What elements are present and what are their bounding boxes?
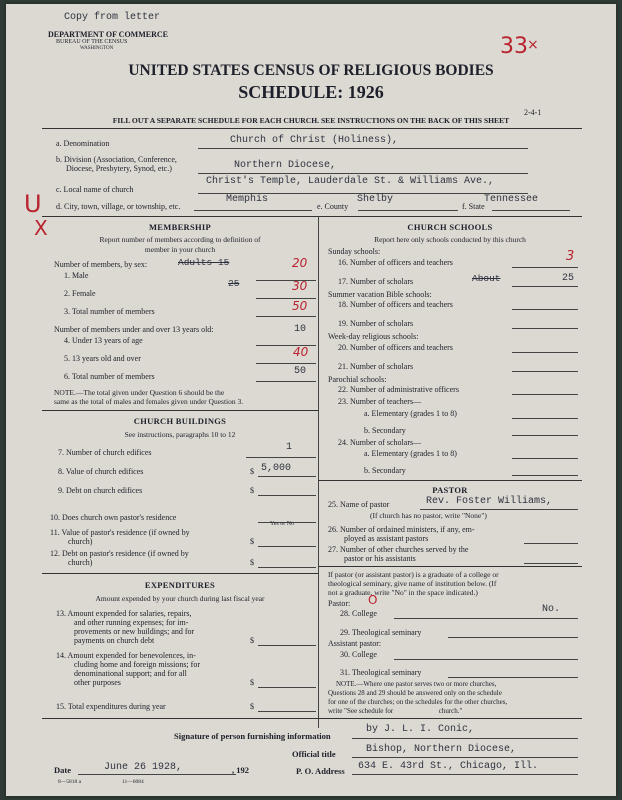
q15-label: 15. Total expenditures during year	[56, 702, 166, 711]
officers-teachers-count: 3	[566, 249, 575, 264]
expenditures-sub: Amount expended by your church during last fiscal year	[95, 594, 265, 603]
q25-label: 25. Name of pastor	[328, 500, 390, 509]
edifice-value: 5,000	[261, 463, 292, 474]
form-code: 2-4-1	[524, 108, 542, 117]
scholars-count: 25	[562, 273, 575, 284]
county-label: e. County	[317, 202, 349, 211]
q9-label: 9. Debt on church edifices	[58, 486, 143, 495]
expenditures-title: EXPENDITURES	[144, 580, 216, 590]
q28-label: 28. College	[340, 609, 377, 618]
parochial-label: Parochial schools:	[328, 375, 387, 384]
q12-label-1: 12. Debt on pastor's residence (if owned by	[50, 549, 189, 558]
print-number: 11—6084	[122, 779, 144, 785]
weekday-label: Week-day religious schools:	[328, 332, 419, 341]
pastor-check-mark: O	[368, 593, 378, 607]
q23-label: 23. Number of teachers—	[338, 397, 422, 406]
female-count: 30	[292, 279, 308, 293]
q23a-label: a. Elementary (grades 1 to 8)	[364, 409, 457, 418]
pastor-note-1: NOTE.—Where one pastor serves two or more churches,	[336, 680, 497, 688]
pastor-name: Rev. Foster Williams,	[426, 496, 553, 507]
instruction-line: FILL OUT A SEPARATE SCHEDULE FOR EACH CHURCH. SEE INSTRUCTIONS ON THE BACK OF THIS SHEET	[112, 116, 510, 125]
yes-no-hint: Yes or No	[270, 521, 295, 527]
signature-value: by J. L. I. Conic,	[366, 724, 475, 735]
year-suffix: , 192	[232, 765, 249, 775]
q13-label-2: and other running expenses; for im-	[74, 618, 189, 627]
pastor-note-2: Questions 28 and 29 should be answered only on the schedule	[328, 689, 502, 697]
membership-sub-1: Report number of members according to definition of	[99, 235, 261, 244]
q18-label: 18. Number of officers and teachers	[338, 300, 453, 309]
q31-label: 31. Theological seminary	[340, 668, 422, 677]
typed-adults: Adults 15	[178, 257, 230, 268]
q22-label: 22. Number of administrative officers	[338, 385, 459, 394]
census-schedule-page: Copy from letter DEPARTMENT OF COMMERCE BUREAU OF THE CENSUS WASHINGTON 33 × UNITED STATES CENSUS OF RELIGIOUS BODIES SCHEDULE: 1926 2-4-1 FILL OUT A SEPARATE SCHEDULE FOR EACH CHURCH. SEE INSTRUCTIONS ON THE BACK OF THIS SHEET a. Denomination Church of Christ (Holiness), b. Division (Association, Conference, Diocese, Presbytery, Synod, etc.) Northern Diocese, Christ's Temple, Lauderdale St. & Williams Ave., c. Local name of church U X Memphis Shelby Tennessee d. City, town, village, or township, etc. e. County f. State MEMBERSHIP Report number of members according to definition of member in your church Number of members, by sex: Adults 15 20 1. Male 25 30 2. Female 50 3. Total number of members Number of members under and over 13 years old: 10 4. Under 13 years of age 40 5. 13 years old and over 50 6. Total number of members NOTE.—The total given under Question 6 should be the same as the total of males and females given under Question 3. CHURCH BUILDINGS See instructions, paragraphs 10 to 12 1 7. Number of church edifices 8. Value of church edifices $ 5,000 9. Debt on church edifices $ 10. Does church own pastor's residence Yes or No 11. Value of pastor's residence (if owned by church) $ 12. Debt on pastor's residence (if owned by church) $ EXPENDITURES Amount expended by your church during last fiscal year 13. Amount expended for salaries, repairs, and other running expenses; for im- provements or new buildings; and for payments on church debt $ 14. Amount expended for benevolences, in- cluding home and foreign missions; for denominational support; and for all other purposes $ 15. Total expenditures during year $ CHURCH SCHOOLS Report here only schools conducted by this church Sunday schools: 16. Number of officers and teachers 3 17. Number of scholars About 25 Summer vacation Bible schools: 18. Number of officers and teachers 19. Number of scholars Week-day religious schools: 20. Number of officers and teachers 21. Number of scholars Parochial schools: 22. Number of administrative officers 23. Number of teachers— a. Elementary (grades 1 to 8) b. Secondary 24. Number of scholars— a. Elementary (grades 1 to 8) b. Secondary PASTOR 25. Name of pastor Rev. Foster Williams, (If church has no pastor, write "None") 26. Number of ordained ministers, if any, em- ployed as assistant pastors 27. Number of other churches served by the pastor or his assistants If pastor (or assistant pastor) is a graduate of a college or theological seminary, give name of institution below. (If not a graduate, write "No" in the space indicated.) Pastor: O 28. College No. 29. Theological seminary Assistant pastor: 30. College 31. Theological seminary NOTE.—Where one pastor serves two or more churches, Questions 28 and 29 should be answered only on the schedule for one of the churches; on the schedules for the other churches, write "See schedule for church." Signature of person furnishing information by J. L. I. Conic, Official title Bishop, Northern Diocese, Date June 26 1928, , 192 P. O. Address 634 E. 43rd St., Chicago, Ill. 8—5818 a 11—6084	[6, 4, 616, 796]
graduate-note-2: theological seminary, give name of institution below. (If	[328, 579, 497, 588]
state-label: f. State	[462, 202, 485, 211]
total-members-count: 50	[292, 299, 308, 313]
denomination-value: Church of Christ (Holiness),	[230, 135, 399, 146]
under-13-count: 10	[294, 324, 307, 335]
stamp-number: 33	[500, 34, 528, 59]
q11-label-1: 11. Value of pastor's residence (if owned by	[50, 528, 190, 537]
date-label: Date	[54, 765, 71, 775]
q25-note: (If church has no pastor, write "None")	[370, 511, 487, 520]
date-value: June 26 1928,	[104, 762, 183, 773]
q24-label: 24. Number of scholars—	[338, 438, 422, 447]
bureau-city: WASHINGTON	[80, 46, 114, 51]
q14-label-1: 14. Amount expended for benevolences, in-	[56, 651, 196, 660]
q14-label-3: denominational support; and for all	[74, 669, 187, 678]
q1-label: 1. Male	[64, 271, 89, 280]
margin-mark-u: U	[24, 190, 42, 218]
assistant-label: Assistant pastor:	[328, 639, 382, 648]
local-church-label: c. Local name of church	[56, 185, 134, 194]
city-value: Memphis	[226, 194, 269, 205]
stamp-cross-mark: ×	[527, 37, 539, 53]
membership-sub-2: member in your church	[144, 245, 216, 254]
members-by-sex-label: Number of members, by sex:	[54, 260, 148, 269]
q24b-label: b. Secondary	[364, 466, 406, 475]
male-count: 20	[292, 256, 308, 270]
division-value: Northern Diocese,	[234, 160, 337, 171]
q4-label: 4. Under 13 years of age	[64, 336, 143, 345]
q16-label: 16. Number of officers and teachers	[338, 258, 453, 267]
division-label-2: Diocese, Presbytery, Synod, etc.)	[66, 164, 172, 173]
typed-25: 25	[228, 278, 240, 289]
college-answer: No.	[542, 604, 561, 615]
sunday-label: Sunday schools:	[328, 247, 381, 256]
footer-divider	[42, 718, 582, 719]
pastor-note-3: for one of the churches; on the schedules for the other churches,	[328, 698, 508, 706]
column-divider	[318, 216, 319, 728]
q8-label: 8. Value of church edifices	[58, 467, 144, 476]
q7-label: 7. Number of church edifices	[58, 448, 152, 457]
q19-label: 19. Number of scholars	[338, 319, 414, 328]
q17-label: 17. Number of scholars	[338, 277, 414, 286]
graduate-note-1: If pastor (or assistant pastor) is a graduate of a college or	[328, 570, 499, 579]
state-value: Tennessee	[484, 194, 539, 205]
buildings-sub: See instructions, paragraphs 10 to 12	[124, 430, 236, 439]
q11-label-2: church)	[68, 537, 93, 546]
q21-label: 21. Number of scholars	[338, 362, 414, 371]
margin-mark-x: X	[34, 216, 48, 240]
q10-label: 10. Does church own pastor's residence	[50, 513, 177, 522]
typed-about: About	[472, 273, 501, 284]
q12-label-2: church)	[68, 558, 93, 567]
q13-label-4: payments on church debt	[74, 636, 155, 645]
pastor-title: PASTOR	[432, 485, 468, 495]
q5-label: 5. 13 years old and over	[64, 354, 141, 363]
total-members-2: 50	[294, 366, 307, 377]
official-title-value: Bishop, Northern Diocese,	[366, 744, 517, 755]
q14-label-2: cluding home and foreign missions; for	[74, 660, 200, 669]
q30-label: 30. College	[340, 650, 377, 659]
membership-note-1: NOTE.—The total given under Question 6 should be the	[54, 388, 225, 397]
schools-title: CHURCH SCHOOLS	[407, 222, 493, 232]
denomination-label: a. Denomination	[56, 139, 110, 148]
under-over-label: Number of members under and over 13 years old:	[54, 325, 214, 334]
q20-label: 20. Number of officers and teachers	[338, 343, 453, 352]
q14-label-4: other purposes	[74, 678, 121, 687]
graduate-note-3: not a graduate, write "No" in the space indicated.)	[328, 588, 478, 597]
membership-note-2: same as the total of males and females given under Question 3.	[54, 397, 244, 406]
form-number: 8—5818 a	[58, 779, 82, 785]
buildings-title: CHURCH BUILDINGS	[133, 416, 227, 426]
address-label: P. O. Address	[296, 766, 345, 776]
q27-label-2: pastor or his assistants	[344, 554, 416, 563]
q27-label-1: 27. Number of other churches served by the	[328, 545, 469, 554]
over-13-count: 40	[293, 345, 309, 359]
pastor-note-4: write "See schedule for church."	[328, 707, 463, 715]
q2-label: 2. Female	[64, 289, 96, 298]
city-label: d. City, town, village, or township, etc.	[56, 202, 181, 211]
local-church-value: Christ's Temple, Lauderdale St. & Williams Ave.,	[206, 176, 495, 187]
department: DEPARTMENT OF COMMERCE	[48, 30, 169, 39]
membership-title: MEMBERSHIP	[148, 222, 212, 232]
edifices-count: 1	[286, 442, 293, 453]
county-value: Shelby	[357, 194, 394, 205]
q3-label: 3. Total number of members	[64, 307, 155, 316]
pastor-label: Pastor:	[328, 599, 351, 608]
summer-label: Summer vacation Bible schools:	[328, 290, 432, 299]
q23b-label: b. Secondary	[364, 426, 406, 435]
form-subtitle: SCHEDULE: 1926	[238, 82, 384, 102]
q13-label-1: 13. Amount expended for salaries, repairs,	[56, 609, 192, 618]
q29-label: 29. Theological seminary	[340, 628, 422, 637]
schools-sub: Report here only schools conducted by this church	[374, 235, 526, 244]
q26-label-1: 26. Number of ordained ministers, if any, em-	[328, 525, 475, 534]
bureau: BUREAU OF THE CENSUS	[56, 39, 128, 45]
q24a-label: a. Elementary (grades 1 to 8)	[364, 449, 457, 458]
official-title-label: Official title	[292, 749, 336, 759]
copy-note: Copy from letter	[64, 12, 161, 23]
form-title: UNITED STATES CENSUS OF RELIGIOUS BODIES	[128, 62, 494, 79]
header-divider	[42, 128, 582, 129]
body-top-divider	[42, 216, 582, 217]
q26-label-2: ployed as assistant pastors	[344, 534, 429, 543]
q13-label-3: provements or new buildings; and for	[74, 627, 195, 636]
address-value: 634 E. 43rd St., Chicago, Ill.	[358, 761, 539, 772]
q6-label: 6. Total number of members	[64, 372, 155, 381]
signature-label: Signature of person furnishing information	[174, 731, 331, 741]
division-label-1: b. Division (Association, Conference,	[56, 155, 177, 164]
